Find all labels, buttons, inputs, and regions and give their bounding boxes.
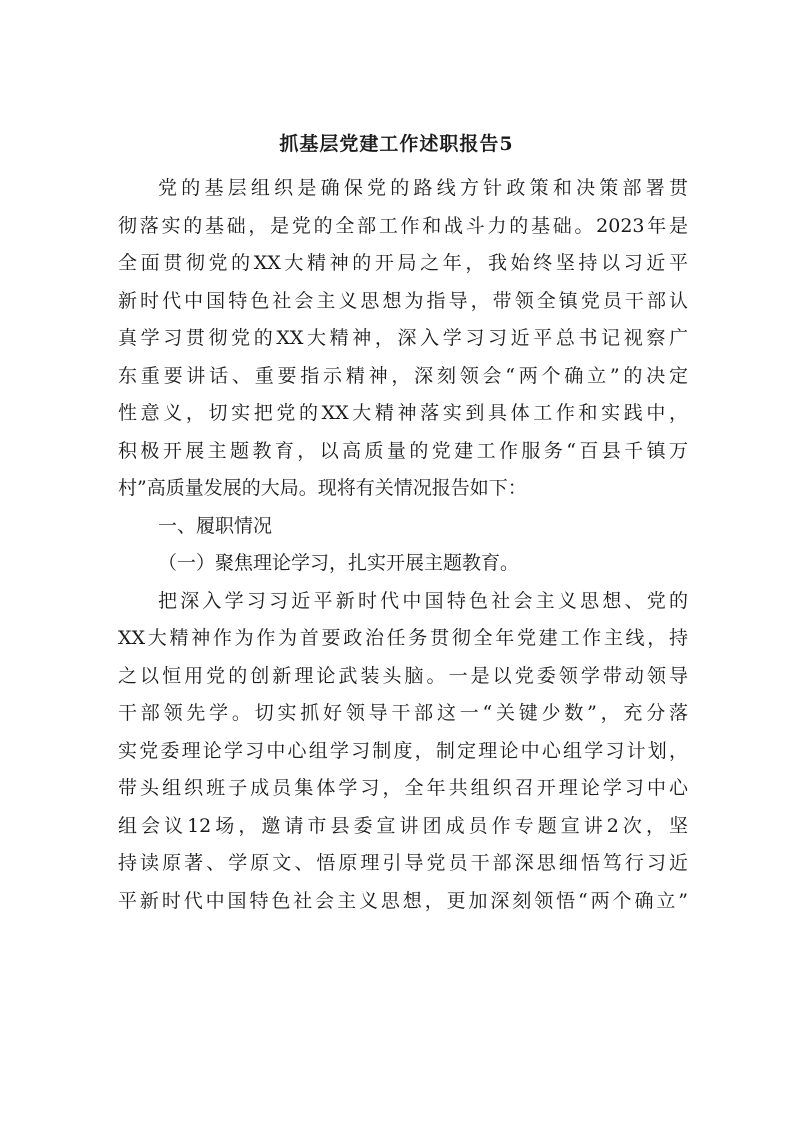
subsection-heading: （一）聚焦理论学习，扎实开展主题教育。 — [158, 552, 520, 574]
paragraph-line: 干部领先学。切实抓好领导干部这一“关键少数”，充分落 — [118, 702, 688, 724]
paragraph-line: 新时代中国特色社会主义思想为指导，带领全镇党员干部认 — [118, 289, 688, 312]
paragraph-line: 组会议12场，邀请市县委宣讲团成员作专题宣讲2次，坚 — [118, 814, 688, 837]
paragraph-line: 持读原著、学原文、悟原理引导党员干部深思细悟笃行习近 — [118, 852, 688, 874]
section-heading: 一、履职情况 — [158, 514, 273, 537]
paragraph-line: 性意义，切实把党的XX大精神落实到具体工作和实践中， — [118, 402, 688, 424]
paragraph-line: 平新时代中国特色社会主义思想，更加深刻领悟“两个确立” — [118, 889, 688, 912]
document-body — [118, 170, 688, 920]
paragraph-line: 党的基层组织是确保党的路线方针政策和决策部署贯 — [158, 177, 688, 199]
paragraph-line: 全面贯彻党的XX大精神的开局之年，我始终坚持以习近平 — [118, 252, 688, 274]
paragraph-line: 东重要讲话、重要指示精神，深刻领会“两个确立”的决定 — [118, 364, 688, 387]
paragraph-line: 村”高质量发展的大局。现将有关情况报告如下： — [118, 477, 527, 499]
paragraph-line: XX大精神作为作为首要政治任务贯彻全年党建工作主线，持 — [118, 627, 688, 649]
paragraph-line: 带头组织班子成员集体学习，全年共组织召开理论学习中心 — [118, 777, 688, 799]
paragraph-line: 把深入学习习近平新时代中国特色社会主义思想、党的 — [158, 589, 688, 612]
paragraph-line: 之以恒用党的创新理论武装头脑。一是以党委领学带动领导 — [118, 664, 688, 687]
paragraph-line: 实党委理论学习中心组学习制度，制定理论中心组学习计划， — [118, 739, 688, 762]
document-title: 抓基层党建工作述职报告5 — [279, 133, 514, 155]
paragraph-line: 彻落实的基础，是党的全部工作和战斗力的基础。2023年是 — [118, 214, 688, 237]
paragraph-line: 积极开展主题教育，以高质量的党建工作服务“百县千镇万 — [118, 439, 688, 462]
paragraph-line: 真学习贯彻党的XX大精神，深入学习习近平总书记视察广 — [118, 327, 688, 349]
